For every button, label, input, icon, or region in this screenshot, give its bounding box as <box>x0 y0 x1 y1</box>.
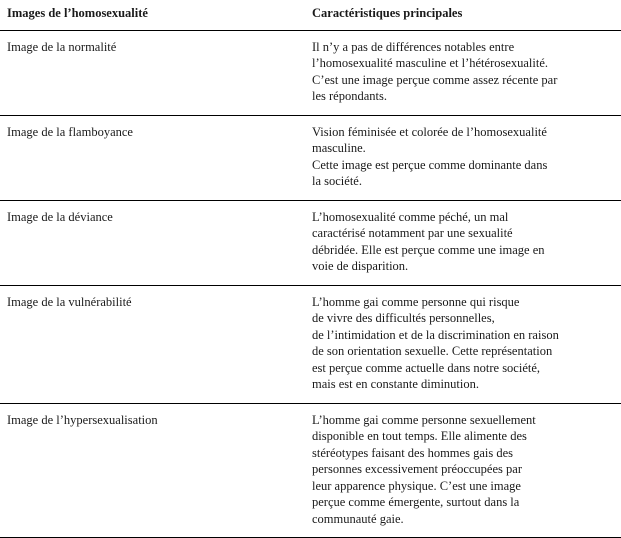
column-header-characteristics: Caractéristiques principales <box>312 0 621 30</box>
row-description: Vision féminisée et colorée de l’homosexualité masculine. Cette image est perçue comme dominante dans la société. <box>312 115 621 200</box>
table-row <box>0 403 621 538</box>
row-description: L’homme gai comme personne sexuellement disponible en tout temps. Elle alimente des stéréotypes faisant des hommes gais des personnes excessivement préoccupées par leur apparence physique. C’est une image perçue comme émergente, surtout dans la communauté gaie. <box>312 403 621 538</box>
table-header <box>0 0 621 30</box>
table-body <box>0 30 621 538</box>
row-description: L’homme gai comme personne qui risque de vivre des difficultés personnelles, de l’intimidation et de la discrimination en raison de son orientation sexuelle. Cette représentation est perçue comme actuelle dans notre société, mais est en constante diminution. <box>312 285 621 403</box>
table-row <box>0 30 621 115</box>
table-row <box>0 115 621 200</box>
row-image-label: Image de la flamboyance <box>0 115 312 200</box>
header-row <box>0 0 621 30</box>
table-row <box>0 285 621 403</box>
row-description: Il n’y a pas de différences notables entre l’homosexualité masculine et l’hétérosexualité. C’est une image perçue comme assez récente par les répondants. <box>312 30 621 115</box>
row-image-label: Image de la normalité <box>0 30 312 115</box>
row-image-label: Image de la déviance <box>0 200 312 285</box>
row-description: L’homosexualité comme péché, un mal caractérisé notamment par une sexualité débridée. Elle est perçue comme une image en voie de disparition. <box>312 200 621 285</box>
column-header-images: Images de l’homosexualité <box>0 0 312 30</box>
row-image-label: Image de l’hypersexualisation <box>0 403 312 538</box>
table-row <box>0 200 621 285</box>
row-image-label: Image de la vulnérabilité <box>0 285 312 403</box>
